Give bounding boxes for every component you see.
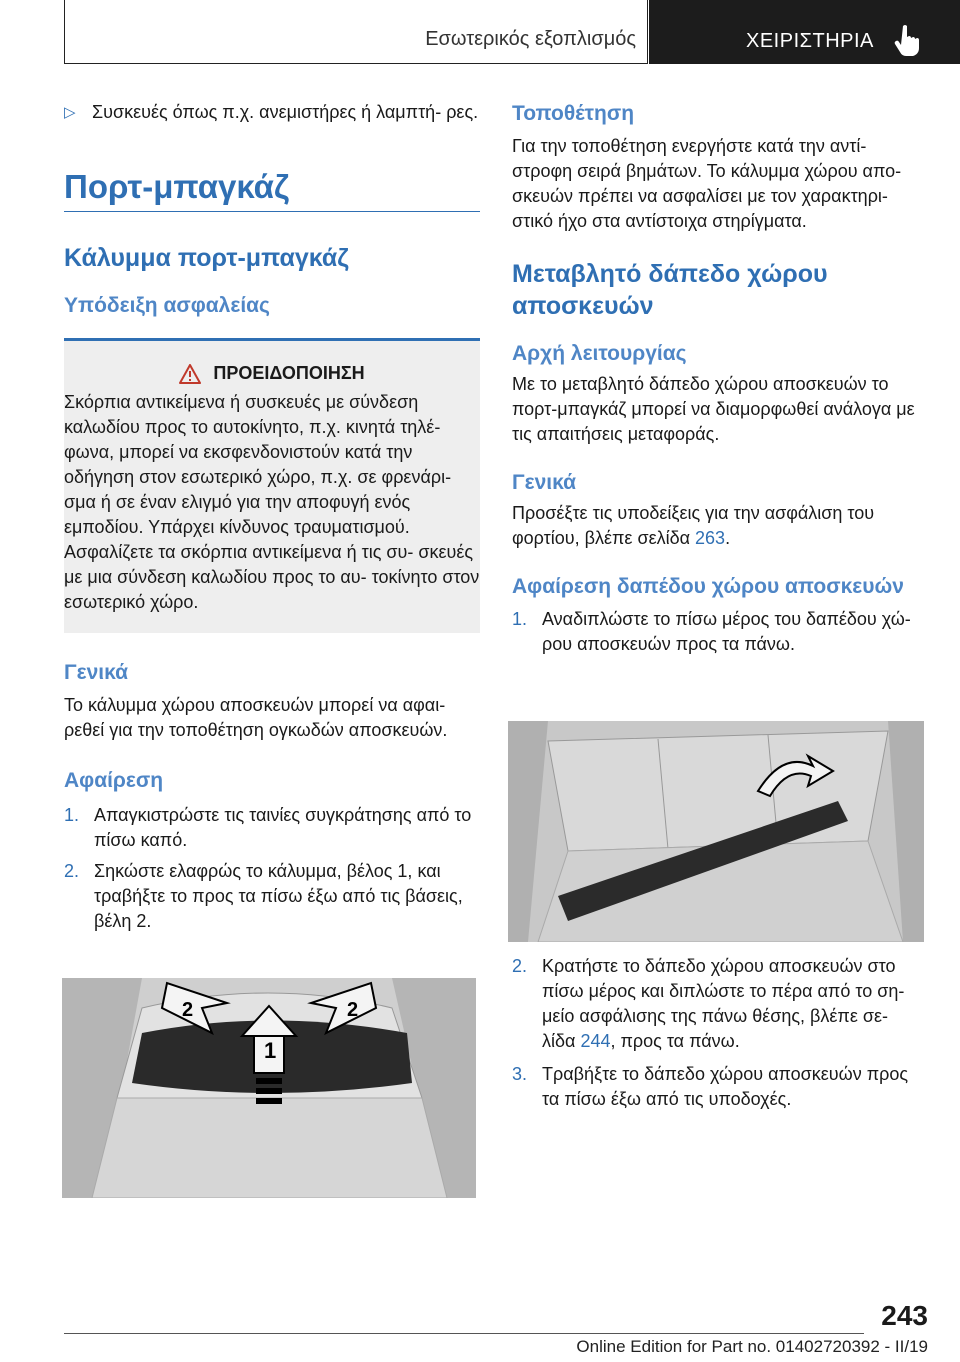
arrow-label-1: 1 <box>264 1038 277 1063</box>
heading-cover: Κάλυμμα πορτ-μπαγκάζ <box>64 244 349 272</box>
warning-box <box>64 338 480 633</box>
warning-header <box>64 363 480 384</box>
step-text: Αναδιπλώστε το πίσω μέρος του δαπέδου χώ‐ ρου αποσκευών προς τα πάνω. <box>542 609 911 654</box>
step-item <box>512 1062 924 1112</box>
step-text: Απαγκιστρώστε τις ταινίες συγκράτησης από το πίσω καπό. <box>94 805 472 850</box>
general-text: Το κάλυμμα χώρου αποσκευών μπορεί να αφαι‐ ρεθεί για την τοποθέτηση ογκωδών αποσκευών. <box>64 695 448 740</box>
luggage-floor-illustration <box>508 721 924 942</box>
left-column <box>64 100 480 934</box>
heading-variable-floor: Μεταβλητό δάπεδο χώρου αποσκευών <box>512 260 828 320</box>
step-number: 2. <box>64 861 80 881</box>
step-number: 2. <box>512 956 528 976</box>
step-item <box>64 803 480 853</box>
heading-floor-removal: Αφαίρεση δαπέδου χώρου αποσκευών <box>512 575 904 598</box>
heading-principle: Αρχή λειτουργίας <box>512 342 687 365</box>
general-text-body: Προσέξτε τις υποδείξεις για την ασφάλιση του φορτίου, βλέπε σελίδα <box>512 503 875 548</box>
step-text: Τραβήξτε το δάπεδο χώρου αποσκευών προς τα πίσω έξω από τις υποδοχές. <box>542 1064 909 1109</box>
page-link-244[interactable]: 244 <box>580 1031 611 1051</box>
installation-text: Για την τοποθέτηση ενεργήστε κατά την αντί‐ στροφη σειρά βημάτων. Το κάλυμμα χώρου απο‐ σκευών πρέπει να ασφαλίσει με τον χαρακτηρι‐ στικό ήχο στα αντίστοιχα στηρίγματα. <box>512 136 902 231</box>
right-column-steps <box>512 954 924 1112</box>
step-item <box>64 859 480 934</box>
step-item <box>512 954 924 1054</box>
warning-title: ΠΡΟΕΙΔΟΠΟΙΗΣΗ <box>213 363 365 383</box>
list-item <box>64 100 480 125</box>
heading-general: Γενικά <box>512 471 577 494</box>
warning-text: Σκόρπια αντικείμενα ή συσκευές με σύνδεση καλωδίου προς το αυτοκίνητο, π.χ. κινητά τηλέ‐ φωνα, μπορεί να εκσφενδονιστούν κατά την οδήγηση στον εσωτερικό χώρο, π.χ. σε φρενάρι‐ σμα ή σε έναν ελιγμό για την αποφυγή ενός εμποδίου. Υπάρχει κίνδυνος τραυματισμού. Ασφαλίζετε τα σκόρπια αντικείμενα ή τις συ‐ σκευές με μια σύνδεση καλωδίου προς το αυ‐ τοκίνητο στον εσωτερικό χώρο. <box>64 392 480 612</box>
step-number: 1. <box>64 805 80 825</box>
right-column <box>512 100 924 657</box>
warning-triangle-icon <box>179 364 201 384</box>
page-number: 243 <box>881 1300 928 1331</box>
heading-luggage-compartment: Πορτ-μπαγκάζ <box>64 168 290 205</box>
heading-safety: Υπόδειξη ασφαλείας <box>64 294 270 317</box>
step-text-end: , προς τα πάνω. <box>610 1031 740 1051</box>
bullet-text: Συσκευές όπως π.χ. ανεμιστήρες ή λαμπτή‐ ρες. <box>92 102 479 122</box>
arrow-label-2a: 2 <box>182 999 194 1021</box>
step-text: Κρατήστε το δάπεδο χώρου αποσκευών στο πίσω μέρος και διπλώστε το πέρα από το ση‐ μείο ασφάλισης της πάνω θέσης, βλέπε σε‐ λίδα <box>542 956 905 1051</box>
footer-edition: Online Edition for Part no. 01402720392 - II/19 <box>576 1337 928 1356</box>
luggage-cover-illustration <box>62 978 476 1198</box>
principle-text: Με το μεταβλητό δάπεδο χώρου αποσκευών το πορτ-μπαγκάζ μπορεί να διαμορφωθεί ανάλογα με τις απαιτήσεις μεταφοράς. <box>512 374 915 444</box>
pointing-hand-icon <box>892 24 922 56</box>
heading-general: Γενικά <box>64 661 129 684</box>
section-title: Εσωτερικός εξοπλισμός <box>425 28 636 50</box>
step-item <box>512 607 924 657</box>
heading-installation: Τοποθέτηση <box>512 102 635 125</box>
step-number: 3. <box>512 1064 528 1084</box>
chapter-tab-label: ΧΕΙΡΙΣΤΗΡΙΑ <box>746 30 874 52</box>
heading-removal: Αφαίρεση <box>64 769 164 792</box>
step-text: Σηκώστε ελαφρώς το κάλυμμα, βέλος 1, και τραβήξτε το προς τα πίσω έξω από τις βάσεις, βέλη 2. <box>94 861 463 931</box>
general-text <box>512 501 924 551</box>
arrow-label-2b: 2 <box>347 999 359 1021</box>
step-number: 1. <box>512 609 528 629</box>
page-link-263[interactable]: 263 <box>695 528 726 548</box>
triangle-bullet-icon: ▷ <box>64 104 76 121</box>
general-text-end: . <box>725 528 731 548</box>
footer-rule <box>64 1333 864 1334</box>
